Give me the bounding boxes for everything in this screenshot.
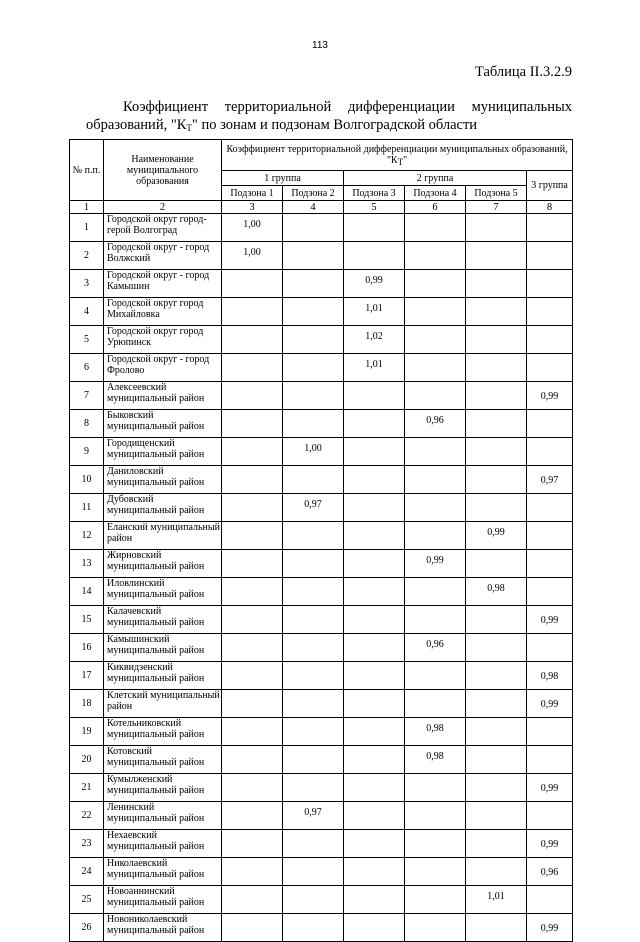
table-row xyxy=(70,214,573,242)
coefficient-cell xyxy=(466,634,527,662)
coefficient-cell xyxy=(344,634,405,662)
row-number: 16 xyxy=(70,634,104,662)
header-subzone-2: Подзона 2 xyxy=(283,186,344,201)
row-number: 19 xyxy=(70,718,104,746)
municipality-name: Городской округ город Михайловка xyxy=(104,298,222,326)
coefficient-cell xyxy=(222,662,283,690)
coefficient-cell xyxy=(527,802,573,830)
coefficient-cell xyxy=(527,578,573,606)
municipality-name: Николаевский муниципальный район xyxy=(104,858,222,886)
municipality-name: Алексеевский муниципальный район xyxy=(104,382,222,410)
municipality-name: Клетский муниципальный район xyxy=(104,690,222,718)
header-coefficient-prefix: Коэффициент территориальной дифференциации муниципальных образований, "К xyxy=(226,144,568,166)
row-number: 9 xyxy=(70,438,104,466)
row-number: 11 xyxy=(70,494,104,522)
coefficient-cell xyxy=(466,606,527,634)
coefficient-cell xyxy=(527,550,573,578)
municipality-name: Дубовский муниципальный район xyxy=(104,494,222,522)
coefficient-cell xyxy=(405,522,466,550)
coefficient-cell xyxy=(283,326,344,354)
coefficient-cell: 0,99 xyxy=(344,270,405,298)
coefficient-cell xyxy=(222,578,283,606)
coefficient-cell xyxy=(283,634,344,662)
column-number: 4 xyxy=(283,201,344,214)
coefficient-cell xyxy=(405,466,466,494)
coefficient-cell: 1,01 xyxy=(344,298,405,326)
coefficient-cell xyxy=(283,886,344,914)
table-row xyxy=(70,326,573,354)
table-row xyxy=(70,382,573,410)
coefficient-cell xyxy=(283,830,344,858)
coefficient-cell: 0,98 xyxy=(405,718,466,746)
coefficient-cell xyxy=(344,886,405,914)
table-row xyxy=(70,606,573,634)
coefficient-cell: 0,98 xyxy=(466,578,527,606)
coefficient-cell xyxy=(405,354,466,382)
coefficient-cell: 0,97 xyxy=(283,494,344,522)
coefficient-cell xyxy=(222,298,283,326)
coefficient-cell: 0,99 xyxy=(466,522,527,550)
coefficient-cell: 1,00 xyxy=(283,438,344,466)
coefficient-cell: 0,97 xyxy=(283,802,344,830)
coefficient-cell xyxy=(527,298,573,326)
coefficient-cell xyxy=(344,438,405,466)
table-row xyxy=(70,494,573,522)
coefficient-cell xyxy=(344,858,405,886)
coefficient-cell xyxy=(466,438,527,466)
coefficient-cell xyxy=(405,914,466,942)
page-number: 113 xyxy=(312,40,328,51)
coefficient-cell xyxy=(527,522,573,550)
coefficient-cell xyxy=(283,298,344,326)
coefficient-cell xyxy=(466,270,527,298)
municipality-name: Киквидзенский муниципальный район xyxy=(104,662,222,690)
caption-prefix: образований, "К xyxy=(86,117,187,133)
table-row xyxy=(70,746,573,774)
table-row xyxy=(70,718,573,746)
coefficient-cell xyxy=(222,690,283,718)
row-number: 10 xyxy=(70,466,104,494)
coefficient-cell: 0,96 xyxy=(527,858,573,886)
coefficient-cell xyxy=(344,382,405,410)
coefficient-cell xyxy=(283,270,344,298)
table-row xyxy=(70,354,573,382)
coefficient-cell xyxy=(466,298,527,326)
coefficient-cell xyxy=(222,466,283,494)
coefficient-cell xyxy=(222,410,283,438)
header-coefficient xyxy=(222,140,573,171)
header-group-3: 3 группа xyxy=(527,171,573,201)
coefficient-cell xyxy=(405,242,466,270)
coefficient-cell: 0,96 xyxy=(405,410,466,438)
coefficient-cell xyxy=(344,690,405,718)
coefficient-cell xyxy=(527,438,573,466)
row-number: 26 xyxy=(70,914,104,942)
header-subzone-1: Подзона 1 xyxy=(222,186,283,201)
coefficient-cell xyxy=(222,858,283,886)
table-row xyxy=(70,690,573,718)
caption-line-1: Коэффициент территориальной дифференциации муниципальных xyxy=(123,99,572,115)
coefficient-cell xyxy=(283,354,344,382)
column-number: 3 xyxy=(222,201,283,214)
column-number: 5 xyxy=(344,201,405,214)
coefficient-cell: 0,99 xyxy=(527,606,573,634)
coefficient-cell xyxy=(405,494,466,522)
coefficient-cell: 0,99 xyxy=(527,830,573,858)
header-subzone-3: Подзона 3 xyxy=(344,186,405,201)
coefficient-cell xyxy=(466,354,527,382)
table-row xyxy=(70,914,573,942)
coefficient-cell: 0,99 xyxy=(405,550,466,578)
coefficient-cell xyxy=(283,466,344,494)
row-number: 20 xyxy=(70,746,104,774)
table-row xyxy=(70,522,573,550)
coefficient-cell xyxy=(222,494,283,522)
coefficient-cell xyxy=(466,410,527,438)
coefficient-cell xyxy=(222,354,283,382)
table-caption xyxy=(86,98,572,134)
coefficient-cell xyxy=(344,466,405,494)
header-name: Наименование муниципального образования xyxy=(104,140,222,201)
municipality-name: Новоаннинский муниципальный район xyxy=(104,886,222,914)
municipality-name: Городской округ - город Фролово xyxy=(104,354,222,382)
row-number: 17 xyxy=(70,662,104,690)
coefficient-cell xyxy=(405,326,466,354)
coefficient-cell xyxy=(405,214,466,242)
coefficient-cell xyxy=(466,242,527,270)
coefficient-cell xyxy=(222,438,283,466)
coefficient-cell xyxy=(466,746,527,774)
caption-suffix: " по зонам и подзонам Волгоградской области xyxy=(191,117,478,133)
coefficient-cell xyxy=(405,438,466,466)
header-subzone-4: Подзона 4 xyxy=(405,186,466,201)
coefficient-cell xyxy=(466,802,527,830)
coefficient-cell xyxy=(283,746,344,774)
table-row xyxy=(70,438,573,466)
coefficient-cell xyxy=(405,578,466,606)
row-number: 12 xyxy=(70,522,104,550)
coefficient-cell xyxy=(405,690,466,718)
coefficient-cell xyxy=(405,382,466,410)
municipality-name: Калачевский муниципальный район xyxy=(104,606,222,634)
table-row xyxy=(70,858,573,886)
table-row xyxy=(70,550,573,578)
coefficient-cell xyxy=(466,830,527,858)
coefficient-cell xyxy=(344,494,405,522)
municipality-name: Нехаевский муниципальный район xyxy=(104,830,222,858)
municipality-name: Жирновский муниципальный район xyxy=(104,550,222,578)
coefficient-cell xyxy=(344,830,405,858)
row-number: 21 xyxy=(70,774,104,802)
coefficient-cell xyxy=(527,886,573,914)
coefficient-cell xyxy=(222,830,283,858)
coefficient-cell xyxy=(222,326,283,354)
municipality-name: Камышинский муниципальный район xyxy=(104,634,222,662)
municipality-name: Городской округ - город Волжский xyxy=(104,242,222,270)
coefficient-cell xyxy=(405,886,466,914)
municipality-name: Котельниковский муниципальный район xyxy=(104,718,222,746)
coefficient-cell xyxy=(222,522,283,550)
coefficient-cell xyxy=(283,214,344,242)
coefficient-cell xyxy=(527,410,573,438)
table-row xyxy=(70,298,573,326)
row-number: 23 xyxy=(70,830,104,858)
coefficient-cell xyxy=(466,662,527,690)
row-number: 13 xyxy=(70,550,104,578)
coefficient-cell xyxy=(344,242,405,270)
coefficient-cell xyxy=(283,382,344,410)
coefficient-cell xyxy=(344,214,405,242)
coefficient-cell: 0,99 xyxy=(527,774,573,802)
coefficient-cell: 1,02 xyxy=(344,326,405,354)
coefficient-cell: 0,96 xyxy=(405,634,466,662)
coefficient-cell xyxy=(344,802,405,830)
coefficient-cell: 1,00 xyxy=(222,242,283,270)
coefficient-cell xyxy=(283,718,344,746)
coefficient-cell: 0,99 xyxy=(527,690,573,718)
coefficient-cell xyxy=(222,634,283,662)
coefficient-cell xyxy=(405,298,466,326)
municipality-name: Городской округ город-герой Волгоград xyxy=(104,214,222,242)
municipality-name: Новониколаевский муниципальный район xyxy=(104,914,222,942)
coefficient-cell xyxy=(344,606,405,634)
row-number: 6 xyxy=(70,354,104,382)
coefficient-cell xyxy=(283,858,344,886)
coefficient-cell xyxy=(283,914,344,942)
coefficient-cell xyxy=(222,382,283,410)
coefficient-cell: 0,98 xyxy=(405,746,466,774)
row-number: 8 xyxy=(70,410,104,438)
coefficient-cell xyxy=(344,914,405,942)
coefficient-cell xyxy=(222,914,283,942)
coefficient-cell xyxy=(527,326,573,354)
coefficient-cell xyxy=(466,718,527,746)
municipality-name: Котовский муниципальный район xyxy=(104,746,222,774)
coefficient-cell: 0,97 xyxy=(527,466,573,494)
table-row xyxy=(70,270,573,298)
table-row xyxy=(70,774,573,802)
coefficient-cell xyxy=(344,662,405,690)
row-number: 3 xyxy=(70,270,104,298)
coefficient-cell: 0,99 xyxy=(527,914,573,942)
header-group-1: 1 группа xyxy=(222,171,344,186)
table-label: Таблица II.3.2.9 xyxy=(474,64,572,80)
table-row xyxy=(70,466,573,494)
column-number: 8 xyxy=(527,201,573,214)
row-number: 22 xyxy=(70,802,104,830)
municipality-name: Кумылженский муниципальный район xyxy=(104,774,222,802)
column-number: 6 xyxy=(405,201,466,214)
coefficient-cell xyxy=(344,550,405,578)
coefficient-cell: 1,01 xyxy=(344,354,405,382)
header-group-2: 2 группа xyxy=(344,171,527,186)
coefficient-cell xyxy=(527,634,573,662)
municipality-name: Даниловский муниципальный район xyxy=(104,466,222,494)
row-number: 4 xyxy=(70,298,104,326)
coefficient-cell: 0,99 xyxy=(527,382,573,410)
coefficient-cell xyxy=(405,270,466,298)
header-coefficient-subscript: Т xyxy=(397,157,404,167)
coefficient-cell xyxy=(283,522,344,550)
coefficient-cell xyxy=(466,690,527,718)
coefficient-cell xyxy=(222,774,283,802)
coefficient-cell xyxy=(527,354,573,382)
row-number: 25 xyxy=(70,886,104,914)
coefficient-cell xyxy=(527,494,573,522)
coefficient-cell xyxy=(527,242,573,270)
table-row xyxy=(70,830,573,858)
column-number-row xyxy=(70,201,573,214)
coefficient-cell xyxy=(405,858,466,886)
table-row xyxy=(70,886,573,914)
coefficient-cell xyxy=(466,774,527,802)
coefficient-cell xyxy=(283,578,344,606)
caption-subscript: Т xyxy=(186,123,192,133)
coefficient-cell: 1,00 xyxy=(222,214,283,242)
row-number: 15 xyxy=(70,606,104,634)
table-row xyxy=(70,578,573,606)
coefficient-cell: 0,98 xyxy=(527,662,573,690)
header-no: № п.п. xyxy=(70,140,104,201)
municipality-name: Быковский муниципальный район xyxy=(104,410,222,438)
coefficient-cell xyxy=(222,746,283,774)
row-number: 18 xyxy=(70,690,104,718)
coefficient-cell xyxy=(283,242,344,270)
table-row xyxy=(70,242,573,270)
coefficient-cell xyxy=(466,550,527,578)
table-row xyxy=(70,634,573,662)
coefficient-cell xyxy=(344,410,405,438)
coefficient-cell xyxy=(283,662,344,690)
coefficient-cell xyxy=(283,410,344,438)
coefficient-cell xyxy=(344,746,405,774)
municipality-name: Иловлинский муниципальный район xyxy=(104,578,222,606)
coefficient-cell xyxy=(466,914,527,942)
header-subzone-5: Подзона 5 xyxy=(466,186,527,201)
municipality-name: Городской округ город Урюпинск xyxy=(104,326,222,354)
table-row xyxy=(70,662,573,690)
coefficient-cell xyxy=(283,690,344,718)
coefficient-cell xyxy=(222,886,283,914)
coefficient-cell xyxy=(222,802,283,830)
coefficient-cell xyxy=(344,522,405,550)
caption-line-2 xyxy=(86,116,572,134)
coefficient-cell xyxy=(344,718,405,746)
coefficient-cell xyxy=(527,270,573,298)
coefficient-cell: 1,01 xyxy=(466,886,527,914)
coefficient-cell xyxy=(222,718,283,746)
coefficient-cell xyxy=(405,802,466,830)
coefficient-cell xyxy=(222,270,283,298)
header-coefficient-suffix: " xyxy=(403,155,408,166)
coefficient-cell xyxy=(405,774,466,802)
coefficient-cell xyxy=(283,550,344,578)
coefficient-cell xyxy=(466,326,527,354)
coefficient-cell xyxy=(405,606,466,634)
coefficient-cell xyxy=(527,746,573,774)
row-number: 24 xyxy=(70,858,104,886)
column-number: 7 xyxy=(466,201,527,214)
row-number: 7 xyxy=(70,382,104,410)
coefficient-cell xyxy=(222,606,283,634)
coefficient-cell xyxy=(344,578,405,606)
coefficient-cell xyxy=(466,494,527,522)
table-body xyxy=(70,214,573,942)
coefficient-cell xyxy=(405,830,466,858)
coefficient-cell xyxy=(466,466,527,494)
municipality-name: Городской округ - город Камышин xyxy=(104,270,222,298)
coefficient-cell xyxy=(283,774,344,802)
row-number: 2 xyxy=(70,242,104,270)
row-number: 14 xyxy=(70,578,104,606)
coefficient-cell xyxy=(527,718,573,746)
row-number: 5 xyxy=(70,326,104,354)
coefficient-table xyxy=(69,139,573,942)
municipality-name: Ленинский муниципальный район xyxy=(104,802,222,830)
column-number: 2 xyxy=(104,201,222,214)
coefficient-cell xyxy=(344,774,405,802)
coefficient-cell xyxy=(466,214,527,242)
coefficient-cell xyxy=(527,214,573,242)
coefficient-cell xyxy=(466,858,527,886)
municipality-name: Городищенский муниципальный район xyxy=(104,438,222,466)
table-row xyxy=(70,410,573,438)
coefficient-cell xyxy=(222,550,283,578)
coefficient-cell xyxy=(405,662,466,690)
table-row xyxy=(70,802,573,830)
municipality-name: Еланский муниципальный район xyxy=(104,522,222,550)
row-number: 1 xyxy=(70,214,104,242)
coefficient-cell xyxy=(283,606,344,634)
column-number: 1 xyxy=(70,201,104,214)
coefficient-cell xyxy=(466,382,527,410)
